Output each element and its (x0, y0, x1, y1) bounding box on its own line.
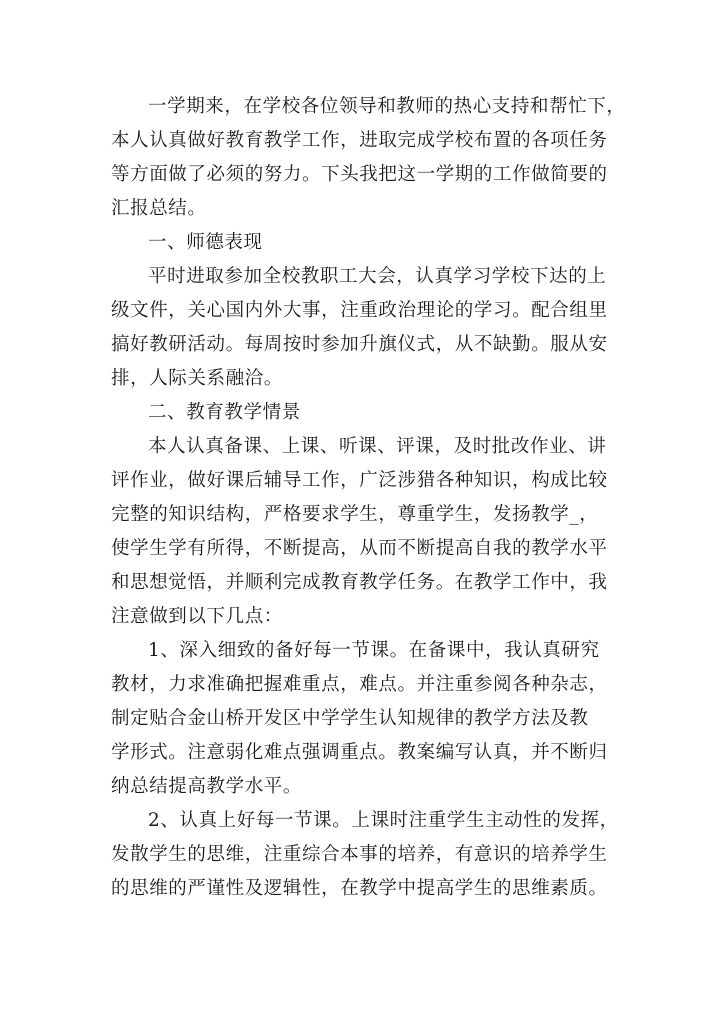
paragraph-intro-line-3: 等方面做了必须的努力。下头我把这一学期的工作做简要的 (111, 164, 608, 185)
paragraph-ethics-line-2: 级文件，关心国内外大事，注重政治理论的学习。配合组里 (111, 300, 608, 321)
paragraph-teaching-line-4: 使学生学有所得，不断提高，从而不断提高自我的教学水平 (111, 538, 608, 559)
paragraph-intro-line-2: 本人认真做好教育教学工作，进取完成学校布置的各项任务 (111, 130, 608, 151)
paragraph-teaching-line-3: 完整的知识结构，严格要求学生，尊重学生，发扬教学_， (111, 504, 599, 525)
point-2-line-3: 的思维的严谨性及逻辑性，在教学中提高学生的思维素质。 (111, 878, 608, 899)
paragraph-teaching-line-2: 评作业，做好课后辅导工作，广泛涉猎各种知识，构成比较 (111, 470, 608, 491)
paragraph-ethics-line-4: 排，人际关系融洽。 (111, 368, 283, 389)
paragraph-ethics-line-1: 平时进取参加全校教职工大会，认真学习学校下达的上 (148, 266, 607, 287)
point-1-line-2: 教材，力求准确把握难重点，难点。并注重参阅各种杂志， (111, 674, 608, 695)
paragraph-teaching-line-6: 注意做到以下几点： (111, 606, 283, 627)
section-heading-ethics: 一、师德表现 (148, 232, 263, 253)
point-1-line-4: 学形式。注意弱化难点强调重点。教案编写认真，并不断归 (111, 742, 608, 763)
section-heading-teaching: 二、教育教学情景 (148, 402, 301, 423)
point-2-line-2: 发散学生的思维，注重综合本事的培养，有意识的培养学生 (111, 844, 608, 865)
paragraph-ethics-line-3: 搞好教研活动。每周按时参加升旗仪式，从不缺勤。服从安 (111, 334, 608, 355)
paragraph-teaching-line-5: 和思想觉悟，并顺利完成教育教学任务。在教学工作中，我 (111, 572, 608, 593)
point-1-line-3: 制定贴合金山桥开发区中学学生认知规律的教学方法及教 (111, 708, 589, 729)
paragraph-intro-line-1: 一学期来，在学校各位领导和教师的热心支持和帮忙下， (148, 96, 626, 117)
point-2-line-1: 2、认真上好每一节课。上课时注重学生主动性的发挥， (148, 810, 619, 831)
point-1-line-1: 1、深入细致的备好每一节课。在备课中，我认真研究 (148, 640, 600, 661)
paragraph-intro-line-4: 汇报总结。 (111, 198, 207, 219)
point-1-line-5: 纳总结提高教学水平。 (111, 776, 303, 797)
paragraph-teaching-line-1: 本人认真备课、上课、听课、评课，及时批改作业、讲 (148, 436, 607, 457)
